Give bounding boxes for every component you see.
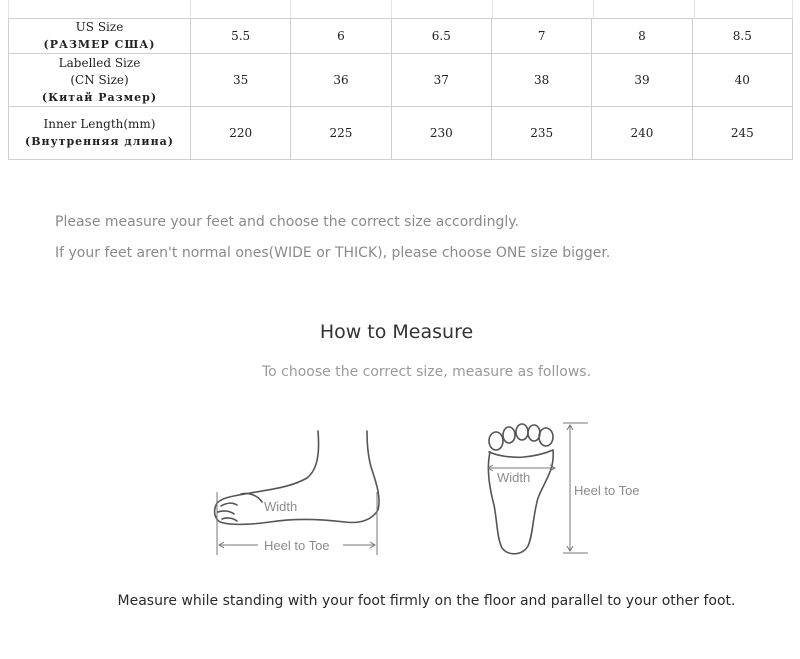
wide-foot-note: If your feet aren't normal ones(WIDE or THICK), please choose ONE size bigger. <box>55 245 611 261</box>
table-cell: 37 <box>391 54 491 107</box>
side-width-label: Width <box>264 499 298 514</box>
table-cell: 240 <box>592 107 692 160</box>
side-length-label: Heel to Toe <box>264 538 330 553</box>
header-label-ru: (РАЗМЕР США) <box>43 38 156 51</box>
table-cell: 7 <box>491 19 591 54</box>
header-label-en-sub: (CN Size) <box>70 72 129 87</box>
table-cell: 6.5 <box>391 19 491 54</box>
table-cell: 39 <box>592 54 692 107</box>
top-foot-illustration <box>488 424 553 554</box>
table-cell: 6 <box>291 19 391 54</box>
top-width-label: Width <box>497 470 531 485</box>
table-cell: 40 <box>692 54 792 107</box>
table-cell: 235 <box>491 107 591 160</box>
table-cell: 8.5 <box>692 19 792 54</box>
table-cell: 220 <box>191 107 291 160</box>
table-cell: 245 <box>692 107 792 160</box>
section-title: How to Measure <box>319 321 474 343</box>
header-label-en: Inner Length(mm) <box>43 117 156 131</box>
header-label-en: US Size <box>75 20 124 34</box>
table-cell: 8 <box>592 19 692 54</box>
header-label-ru: (Китай Размер) <box>41 90 158 104</box>
header-label-ru: (Внутренняя длина) <box>25 135 174 148</box>
header-label-en: Labelled Size <box>58 55 141 70</box>
table-cell: 36 <box>291 54 391 107</box>
table-cell: 230 <box>391 107 491 160</box>
table-cell: 35 <box>191 54 291 107</box>
measure-instructions: Measure while standing with your foot firmly on the floor and parallel to your other foot. <box>117 593 736 609</box>
top-length-label: Heel to Toe <box>574 483 640 498</box>
table-cell: 38 <box>491 54 591 107</box>
section-subtitle: To choose the correct size, measure as follows. <box>261 364 592 380</box>
measure-note: Please measure your feet and choose the correct size accordingly. <box>55 214 519 230</box>
table-cell: 225 <box>291 107 391 160</box>
table-cell: 5.5 <box>191 19 291 54</box>
